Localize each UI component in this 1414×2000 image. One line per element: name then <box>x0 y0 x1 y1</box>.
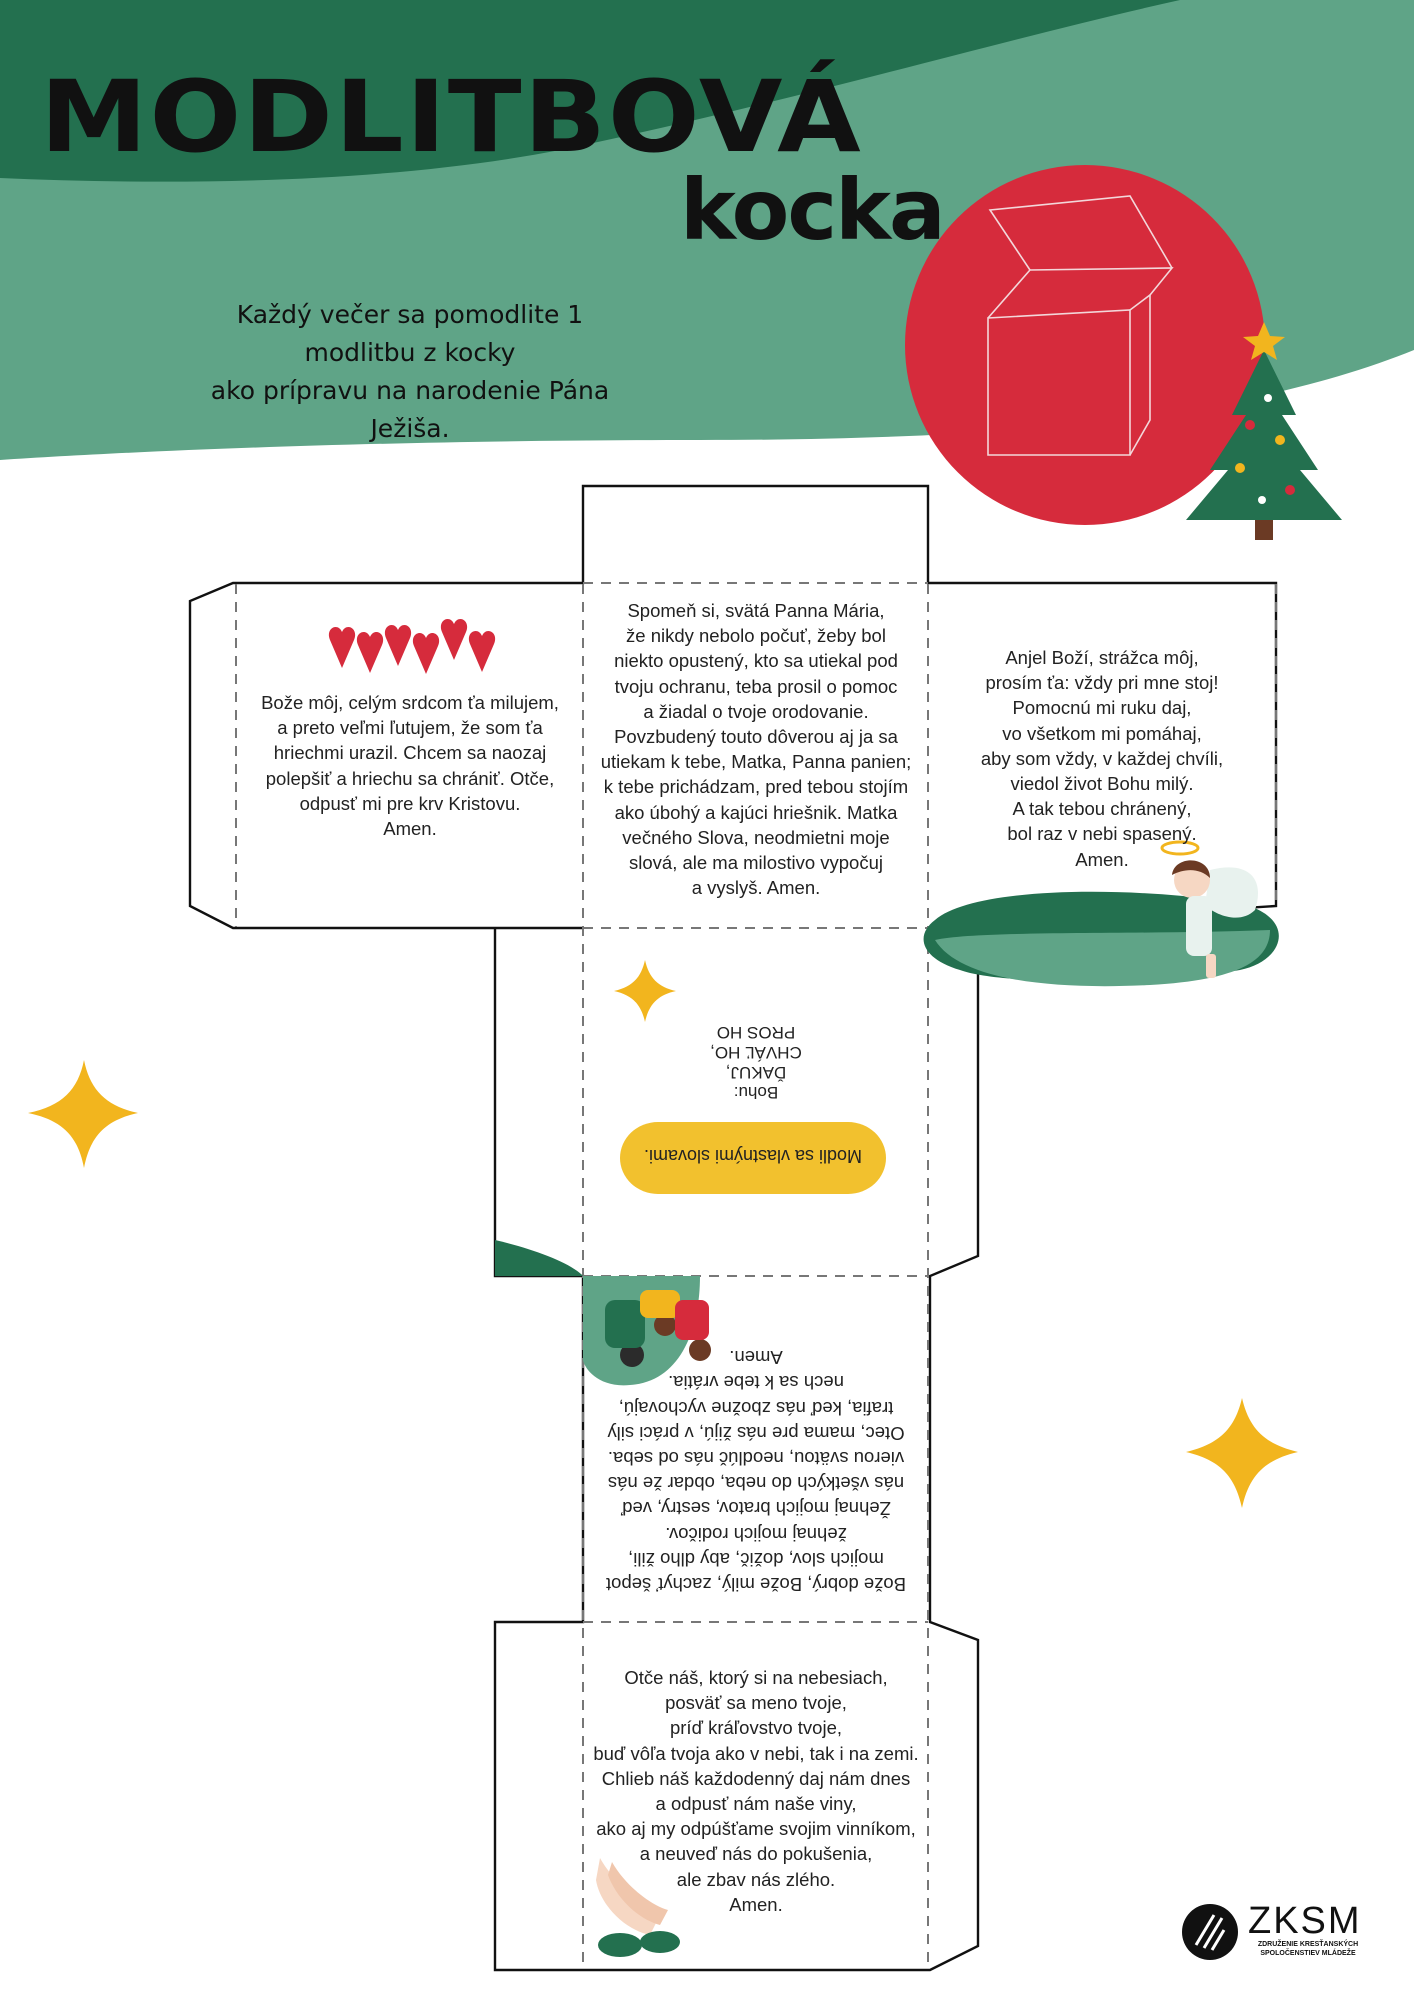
hearts-icon <box>329 619 495 674</box>
middle-face-green-corner <box>495 1240 583 1276</box>
zksm-logo-mark <box>1182 1904 1238 1960</box>
star-middle <box>614 960 676 1022</box>
red-circle <box>905 165 1265 525</box>
page-title: MODLITBOVÁ <box>40 59 863 175</box>
page-subtitle-word: kocka <box>680 161 944 259</box>
own-words-label: Modli sa vlastnými slovami. <box>643 1146 863 1166</box>
prayer-left-face: Bože môj, celým srdcom ťa milujem, a preto veľmi ľutujem, že som ťa hriechmi urazil. Chcem sa naozaj polepšiť a hriechu sa chrániť. Otče, odpusť mi pre krv Kristovu. Amen. <box>261 692 559 840</box>
star-left <box>28 1060 138 1168</box>
zksm-logo-text: ZKSM <box>1248 1900 1362 1942</box>
zksm-logo-subtitle: ZDRUŽENIE KRESŤANSKÝCH SPOLOČENSTIEV MLÁDEŽE <box>1257 1941 1359 1957</box>
prayer-lower-face: Bože dobrý, Bože milý, zachyť šepot mojich slov, dožič, aby dlho žili, žehnaj mojich rodičov. Žehnaj mojich bratov, sestry, veď nás všetkých do neba, obdar že nás vierou svätou, neodlúč nás od seba. Otec, mama pre nás žijú, v práci sily trafia, keď nás zbožne vychovajú, nech sa k tebe vrátia. Amen. <box>606 1347 906 1596</box>
prayer-bottom-face: Otče náš, ktorý si na nebesiach, posväť sa meno tvoje, príď kráľovstvo tvoje, buď vôľa tvoja ako v nebi, tak i na zemi. Chlieb náš každodenný daj nám dnes a odpusť nám naše viny, ako aj my odpúšťame svojim vinníkom, a neuveď nás do pokušenia, ale zbav nás zlého. Amen. <box>593 1667 919 1915</box>
instructions-text: Každý večer sa pomodlite 1 modlitbu z kocky ako prípravu na narodenie Pána Ježiša. <box>210 300 610 443</box>
star-right <box>1186 1398 1298 1508</box>
prayer-right-face: Anjel Boží, strážca môj, prosím ťa: vždy pri mne stoj! Pomocnú mi ruku daj, vo všetkom mi pomáhaj, aby som vždy, v každej chvíli, viedol život Bohu milý. A tak tebou chránený, bol raz v nebi spasený. Amen. <box>980 647 1224 870</box>
angel-cloud-light <box>935 930 1270 986</box>
prayer-middle-face: Bohu: ĎAKUJ, CHVÁĽ HO, PROS HO <box>710 1023 802 1102</box>
prayer-center-face: Spomeň si, svätá Panna Mária, že nikdy nebolo počuť, žeby bol niekto opustený, kto sa utiekal pod tvoju ochranu, teba prosil o pomoc a žiadal o tvoje orodovanie. Povzbudený touto dôverou aj ja sa utiekam k tebe, Matka, Panna panien; k tebe prichádzam, pred tebou stojím ako úbohý a kajúci hriešnik. Matka večného Slova, neodmietni moje slová, ale ma milostivo vypočuj a vyslyš. Amen. <box>600 600 912 899</box>
